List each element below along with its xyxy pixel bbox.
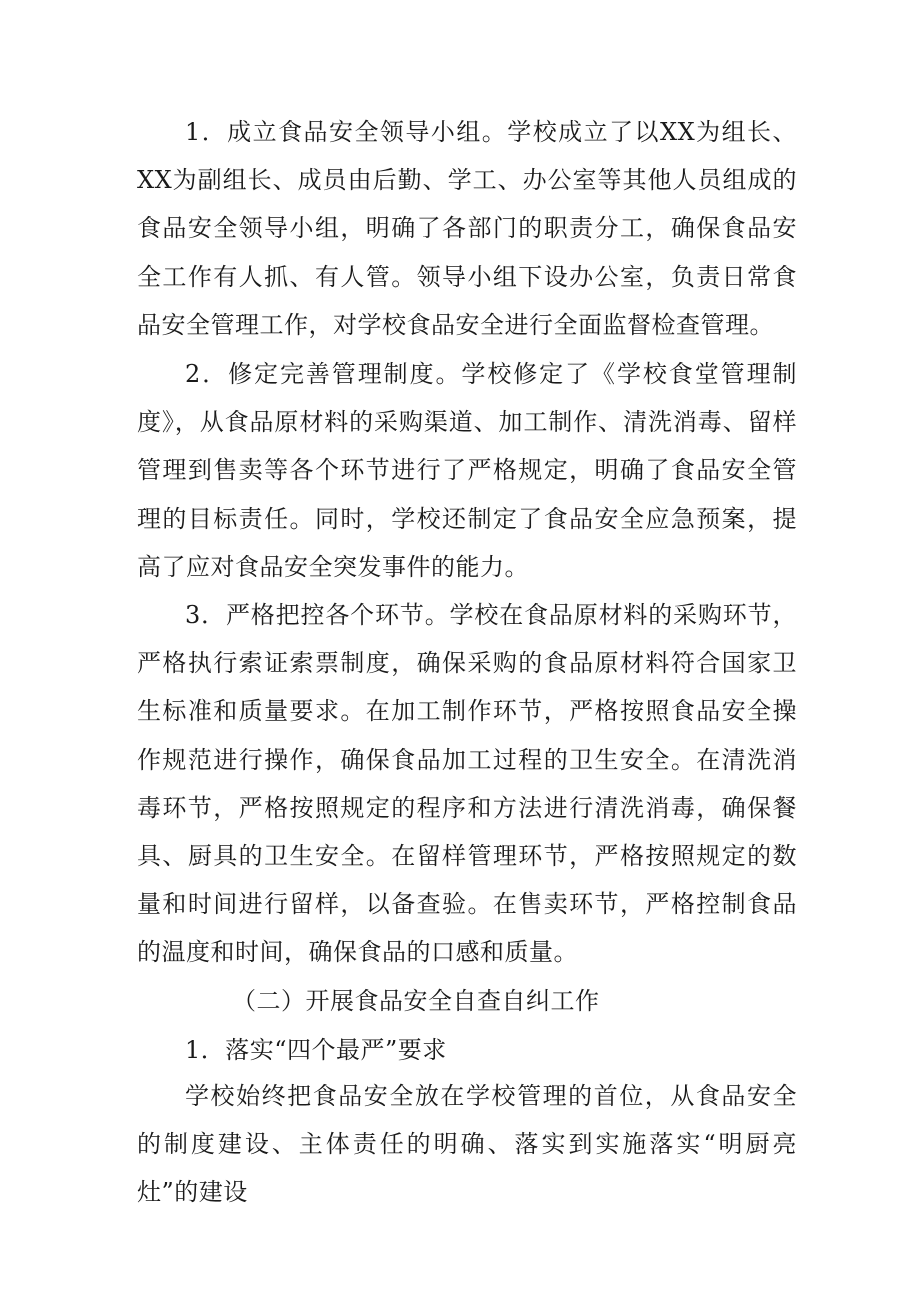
section-heading: （二）开展食品安全自查自纠工作 [232, 987, 600, 1015]
paragraph-food-safety-priority: 学校始终把食品安全放在学校管理的首位，从食品安全的制度建设、主体责任的明确、落实到实施落实“明厨亮灶”的建设 [137, 1082, 797, 1207]
paragraph-leadership-group: 1．成立食品安全领导小组。学校成立了以XX为组长、XX为副组长、成员由后勤、学工、办公室等其他人员组成的食品安全领导小组，明确了各部门的职责分工，确保食品安全工作有人抓、有人管。领导小组下设办公室，负责日常食品安全管理工作，对学校食品安全进行全面监督检查管理。 [137, 118, 797, 339]
paragraph-management-system: 2．修定完善管理制度。学校修定了《学校食堂管理制度》，从食品原材料的采购渠道、加工制作、清洗消毒、留样管理到售卖等各个环节进行了严格规定，明确了食品安全管理的目标责任。同时，学校还制定了食品安全应急预案，提高了应对食品安全突发事件的能力。 [137, 360, 797, 581]
paragraph-control-links: 3．严格把控各个环节。学校在食品原材料的采购环节，严格执行索证索票制度，确保采购的食品原材料符合国家卫生标准和质量要求。在加工制作环节，严格按照食品安全操作规范进行操作，确保食品加工过程的卫生安全。在清洗消毒环节，严格按照规定的程序和方法进行清洗消毒，确保餐具、厨具的卫生安全。在留样管理环节，严格按照规定的数量和时间进行留样，以备查验。在售卖环节，严格控制食品的温度和时间，确保食品的口感和质量。 [137, 601, 797, 967]
subheading: 1．落实“四个最严”要求 [185, 1036, 447, 1064]
